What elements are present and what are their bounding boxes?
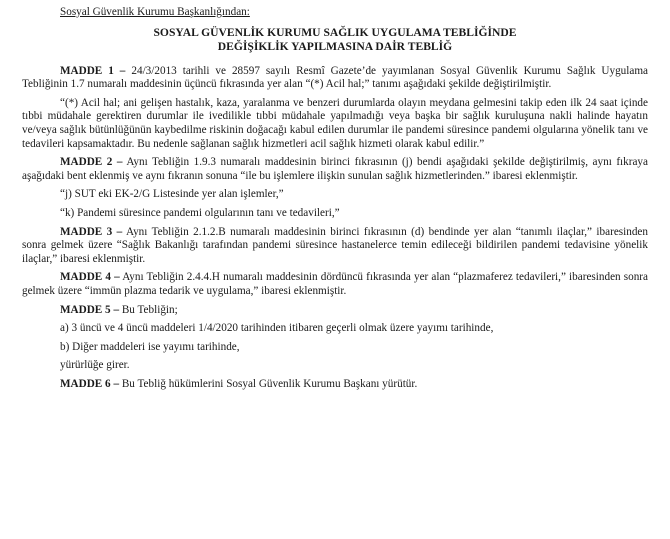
article-5-label: MADDE 5 – (60, 303, 120, 316)
article-5-item-a: a) 3 üncü ve 4 üncü maddeleri 1/4/2020 tarihinden itibaren geçerli olmak üzere yayımı tarihinde, (60, 322, 494, 335)
article-6-label: MADDE 6 – (60, 377, 120, 390)
article-3-text: Aynı Tebliğin 2.1.2.B numaralı maddesinin birinci fıkrasının (d) bendinde yer alan “tanımlı ilaçlar,” ibaresinden sonra gelmek üzere “Sağlık Bakanlığı tarafından pandemi süresince hastanelerce temin edileceği bildirilen pandemi tedavisine yönelik ilaçlar,” ibaresi eklenmiştir. (22, 225, 648, 265)
article-2-item-j: “j) SUT eki EK-2/G Listesinde yer alan işlemler,” (60, 188, 284, 201)
article-6 (60, 378, 648, 392)
article-5-closing: yürürlüğe girer. (60, 359, 130, 372)
title-line-1: SOSYAL GÜVENLİK KURUMU SAĞLIK UYGULAMA TEBLİĞİNDE (153, 25, 517, 39)
article-2-item-k: “k) Pandemi süresince pandemi olgularının tanı ve tedavileri,” (60, 206, 340, 219)
article-1-text: 24/3/2013 tarihli ve 28597 sayılı Resmî Gazete’de yayımlanan Sosyal Güvenlik Kurumu Sağlık Uygulama Tebliğinin 1.7 numaralı maddesinin üçüncü fıkrasında yer alan “(*) Acil hal;” tanımı aşağıdaki şekilde değiştirilmiştir. (22, 64, 648, 91)
article-3-label: MADDE 3 – (60, 225, 123, 238)
article-5-text: Bu Tebliğin; (119, 303, 178, 316)
article-2-text: Aynı Tebliğin 1.9.3 numaralı maddesinin birinci fıkrasının (j) bendi aşağıdaki şekilde değiştirilmiş, aynı fıkraya aşağıdaki bent eklenmiş ve aynı fıkranın sonuna “ile bu işlemlere ilişkin sunulan sağlık hizmetlerinden.” ibaresi eklenmiştir. (22, 156, 648, 182)
article-2 (22, 156, 648, 183)
title-line-2: DEĞİŞİKLİK YAPILMASINA DAİR TEBLİĞ (217, 39, 453, 53)
article-5 (60, 304, 648, 318)
article-5-item-b: b) Diğer maddeleri ise yayımı tarihinde, (60, 340, 240, 353)
article-1-quote: “(*) Acil hal; ani gelişen hastalık, kaza, yaralanma ve benzeri durumlarda olayın meydana gelmesini takip eden ilk 24 saat içinde tıbbi müdahale gerektiren durumlar ile ivedilikle tıbbi müdahale yapılmadığı veya başka bir sağlık kuruluşuna nakli halinde hayatın ve/veya sağlık bütünlüğünün kaybedilme riskinin doğacağı kabul edilen durumlar ile pandemi süresince pandemi olgularına yönelik tanı ve tedavileri kapsamaktadır. Bu nedenle sağlanan sağlık hizmetleri acil sağlık hizmeti olarak kabul edilir.” (22, 96, 648, 150)
issuer-heading: Sosyal Güvenlik Kurumu Başkanlığından: (60, 6, 250, 18)
article-3 (22, 226, 648, 267)
document-title (22, 26, 648, 54)
article-1-label: MADDE 1 – (60, 64, 126, 77)
article-1 (22, 65, 648, 92)
article-4-label: MADDE 4 – (60, 271, 120, 284)
article-4-text: Aynı Tebliğin 2.4.4.H numaralı maddesinin dördüncü fıkrasında yer alan “plazmaferez tedavileri,” ibaresinden sonra gelmek üzere “immün plazma tedarik ve uygulama,” ibaresi eklenmiştir. (22, 271, 648, 297)
article-6-text: Bu Tebliğ hükümlerini Sosyal Güvenlik Kurumu Başkanı yürütür. (119, 377, 418, 390)
article-2-label: MADDE 2 – (60, 156, 123, 169)
article-4 (22, 271, 648, 298)
